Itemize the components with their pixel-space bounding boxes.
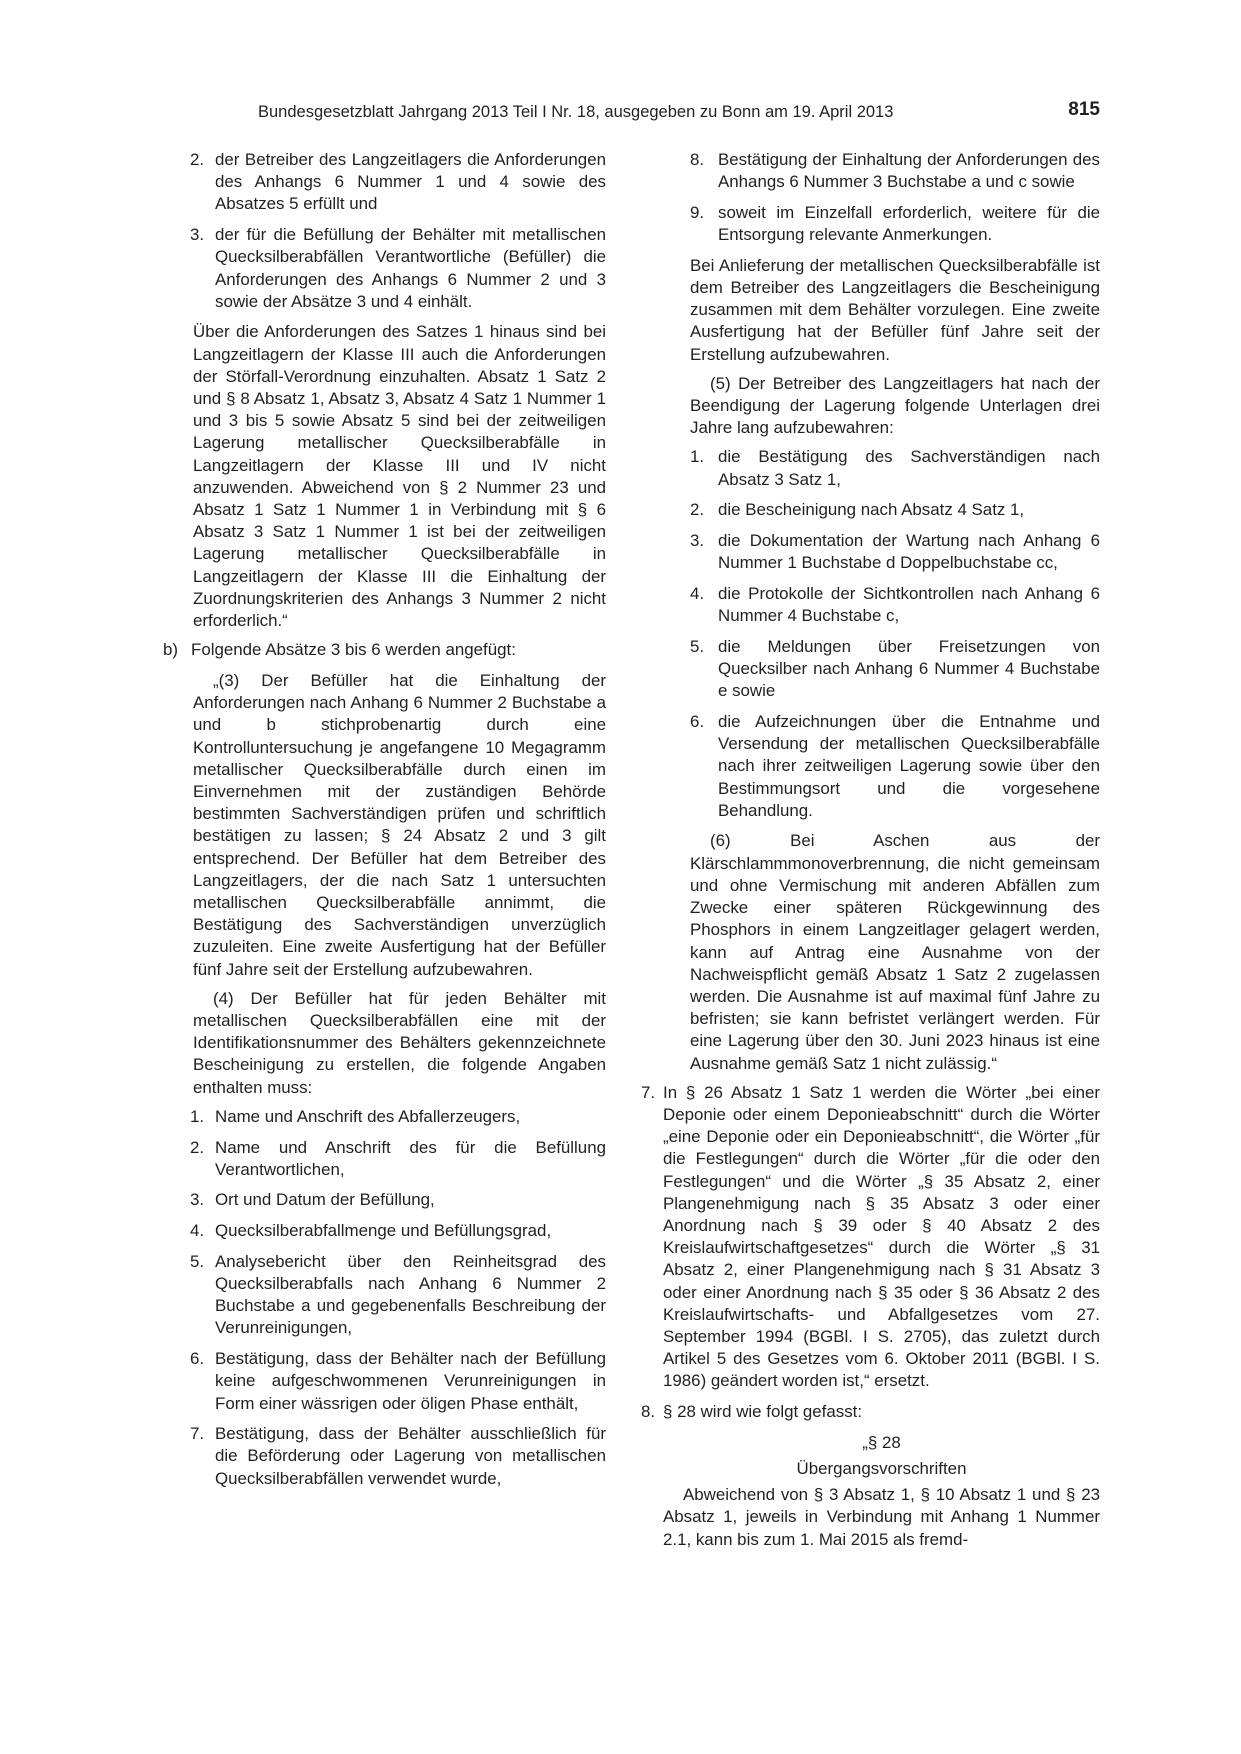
list-text: die Meldungen über Freisetzungen von Quecksilber nach Anhang 6 Nummer 4 Buchstabe e sowie [718,636,1100,701]
final-paragraph: Abweichend von § 3 Absatz 1, § 10 Absatz 1 und § 23 Absatz 1, jeweils in Verbindung mit Anhang 1 Nummer 2.1, kann bis zum 1. Mai 2015 als fremd- [663,1485,1100,1549]
list-number: 3. [190,225,205,245]
list-text: die Dokumentation der Wartung nach Anhang 6 Nummer 1 Buchstabe d Doppelbuchstabe cc, [718,531,1100,573]
list-text: Quecksilberabfallmenge und Befüllungsgrad, [215,1221,552,1241]
page-number: 815 [1068,99,1100,120]
list-letter: b) [163,640,179,660]
paragraph: Über die Anforderungen des Satzes 1 hinaus sind bei Langzeitlagern der Klasse III auch die Anforderungen der Störfall-Verordnung einzuhalten. Absatz 1 Satz 2 und § 8 Absatz 1, Absatz 3, Absatz 4 Satz 1 Nummer 1 und 3 bis 5 sowie Absatz 5 sind bei der zeitweiligen Lagerung metallischer Quecksilberabfälle in Langzeitlagern der Klasse III und IV nicht anzuwenden. Abweichend von § 2 Nummer 23 und Absatz 1 Satz 1 Nummer 1 in Verbindung mit § 6 Absatz 3 Satz 1 Nummer 1 ist bei der zeitweiligen Lagerung metallischer Quecksilberabfälle in Langzeitlagern der Klasse III die Einhaltung der Zuordnungskriterien des Anhangs 3 Nummer 2 nicht erforderlich.“ [193,322,606,631]
list-text: die Protokolle der Sichtkontrollen nach Anhang 6 Nummer 4 Buchstabe c, [718,583,1100,626]
list-text: die Bescheinigung nach Absatz 4 Satz 1, [718,500,1025,520]
list-item [163,149,606,216]
list-item [163,1189,606,1211]
list-number: 3. [690,531,705,551]
list-number: 6. [690,711,705,731]
page-header [258,99,1100,129]
paragraph: Bei Anlieferung der metallischen Quecksilberabfälle ist dem Betreiber des Langzeitlagers die Bescheinigung zusammen mit dem Behälter vorzulegen. Eine zweite Ausfertigung hat der Befüller fünf Jahre seit der Erstellung aufzubewahren. [690,255,1100,364]
list-item [163,224,606,313]
list-item-7 [641,1082,1100,1393]
paragraph-4: (4) Der Befüller hat für jeden Behälter mit metallischen Quecksilberabfällen eine mit der Identifikationsnummer des Behälters gekennzeichnete Bescheinigung zu erstellen, die folgende Angaben enthalten muss: [193,988,606,1097]
list-text: Bestätigung, dass der Behälter nach der Befüllung keine aufgeschwommenen Verunreinigungen in Form einer wässrigen oder öligen Phase enthält, [215,1349,606,1413]
list-number: 2. [190,150,205,169]
right-column [641,149,1100,1558]
list-number: 7. [190,1424,205,1444]
list-number: 6. [190,1349,205,1369]
list-text: In § 26 Absatz 1 Satz 1 werden die Wörter „bei einer Deponie oder einem Deponieabschnitt“ durch die Wörter „eine Deponie oder ein Deponieabschnitt“, die Wörter „für die Festlegungen“ durch die Wörter „für die oder den Festlegungen“ und die Wörter „§ 35 Absatz 2, einer Plangenehmigung nach § 35 Absatz 3 oder einer Anordnung nach § 39 oder § 40 Absatz 2 des Kreislaufwirtschaftgesetzes“ durch die Wörter „§ 31 Absatz 2, einer Plangenehmigung nach § 31 Absatz 3 oder einer Anordnung nach § 35 oder § 36 Absatz 2 des Kreislaufwirtschafts- und Abfallgesetzes vom 27. September 1994 (BGBl. I S. 2705), das zuletzt durch Artikel 5 des Gesetzes vom 6. Oktober 2011 (BGBl. I S. 1986) geändert worden ist,“ ersetzt. [663,1082,1100,1391]
list-text: Name und Anschrift des für die Befüllung Verantwortlichen, [215,1137,606,1179]
list-item-8 [641,1401,1100,1423]
list-text: Analysebericht über den Reinheitsgrad des Quecksilberabfalls nach Anhang 6 Nummer 2 Buchstabe a und gegebenenfalls Beschreibung der Verunreinigungen, [215,1251,606,1338]
list-number: 8. [690,150,705,169]
list-text: die Bestätigung des Sachverständigen nach Absatz 3 Satz 1, [718,447,1100,489]
section-title: Übergangsvorschriften [796,1458,967,1478]
list-item [641,149,1100,193]
list-number: 3. [190,1190,205,1210]
list-number: 5. [190,1251,205,1271]
list-item [641,446,1100,490]
list-number: 9. [690,202,705,222]
list-number: 7. [641,1082,656,1102]
list-text: Bestätigung der Einhaltung der Anforderungen des Anhangs 6 Nummer 3 Buchstabe a und c sowie [718,150,1100,192]
list-number: 2. [690,500,705,520]
list-item [641,636,1100,703]
list-item [641,583,1100,627]
list-item [163,1251,606,1340]
list-item [163,1220,606,1242]
list-text: der für die Befüllung der Behälter mit metallischen Quecksilberabfällen Verantwortliche (Befüller) die Anforderungen des Anhangs 6 Nummer 2 und 3 sowie der Absätze 3 und 4 einhält. [215,225,606,311]
list-text: Name und Anschrift des Abfallerzeugers, [215,1106,521,1126]
list-text: Bestätigung, dass der Behälter ausschließlich für die Beförderung oder Lagerung von metallischen Quecksilberabfällen verwendet wurde, [215,1424,606,1488]
paragraph-5: (5) Der Betreiber des Langzeitlagers hat nach der Beendigung der Lagerung folgende Unterlagen drei Jahre lang aufzubewahren: [690,373,1100,438]
list-number: 8. [641,1402,656,1422]
list-text: § 28 wird wie folgt gefasst: [663,1402,863,1422]
list-number: 4. [690,583,705,603]
section-heading: „§ 28 [862,1432,901,1452]
left-column [163,149,606,1498]
list-number: 5. [690,636,705,656]
list-item [163,1348,606,1415]
list-item [163,1106,606,1128]
list-text: Folgende Absätze 3 bis 6 werden angefügt: [191,640,516,660]
list-item [641,530,1100,574]
list-item [641,711,1100,822]
list-text: die Aufzeichnungen über die Entnahme und Versendung der metallischen Quecksilberabfälle nach ihrer zeitweiligen Lagerung sowie über den Bestimmungsort und die vorgesehene Behandlung. [718,711,1100,820]
list-text: der Betreiber des Langzeitlagers die Anforderungen des Anhangs 6 Nummer 1 und 4 sowie des Absatzes 5 erfüllt und [215,150,606,214]
list-number: 1. [190,1106,205,1126]
list-number: 2. [190,1137,205,1157]
header-title: Bundesgesetzblatt Jahrgang 2013 Teil I Nr. 18, ausgegeben zu Bonn am 19. April 2013 [258,103,894,121]
list-item [163,1423,606,1490]
list-item [641,202,1100,246]
paragraph-6: (6) Bei Aschen aus der Klärschlammmonoverbrennung, die nicht gemeinsam und ohne Vermischung mit anderen Abfällen zum Zwecke einer späteren Rückgewinnung des Phosphors in einem Langzeitlager gelagert werden, kann auf Antrag eine Ausnahme von der Nachweispflicht gemäß Absatz 1 Satz 2 zugelassen werden. Die Ausnahme ist auf maximal fünf Jahre zu befristen; sie kann befristet verlängert werden. Für eine Lagerung über den 30. Juni 2023 hinaus ist eine Ausnahme gemäß Satz 1 nicht zulässig.“ [690,831,1100,1073]
paragraph-3: „(3) Der Befüller hat die Einhaltung der Anforderungen nach Anhang 6 Nummer 2 Buchstabe a und b stichprobenartig durch eine Kontrolluntersuchung je angefangene 10 Megagramm metallischer Quecksilberabfälle durch einen im Einvernehmen mit der zuständigen Behörde bestimmten Sachverständigen prüfen und schriftlich bestätigen zu lassen; § 24 Absatz 2 und 3 gilt entsprechend. Der Befüller hat dem Betreiber des Langzeitlagers, der die nach Satz 1 untersuchten metallischen Quecksilberabfälle annimmt, die Bestätigung des Sachverständigen unverzüglich zuzuleiten. Eine zweite Ausfertigung hat der Befüller fünf Jahre seit der Erstellung aufzubewahren. [193,670,606,979]
list-text: soweit im Einzelfall erforderlich, weitere für die Entsorgung relevante Anmerkungen. [718,202,1100,245]
list-text: Ort und Datum der Befüllung, [215,1190,435,1210]
list-item [163,1137,606,1181]
list-number: 4. [190,1221,205,1241]
list-item-b [163,639,606,661]
list-item [641,499,1100,521]
list-number: 1. [690,447,705,467]
